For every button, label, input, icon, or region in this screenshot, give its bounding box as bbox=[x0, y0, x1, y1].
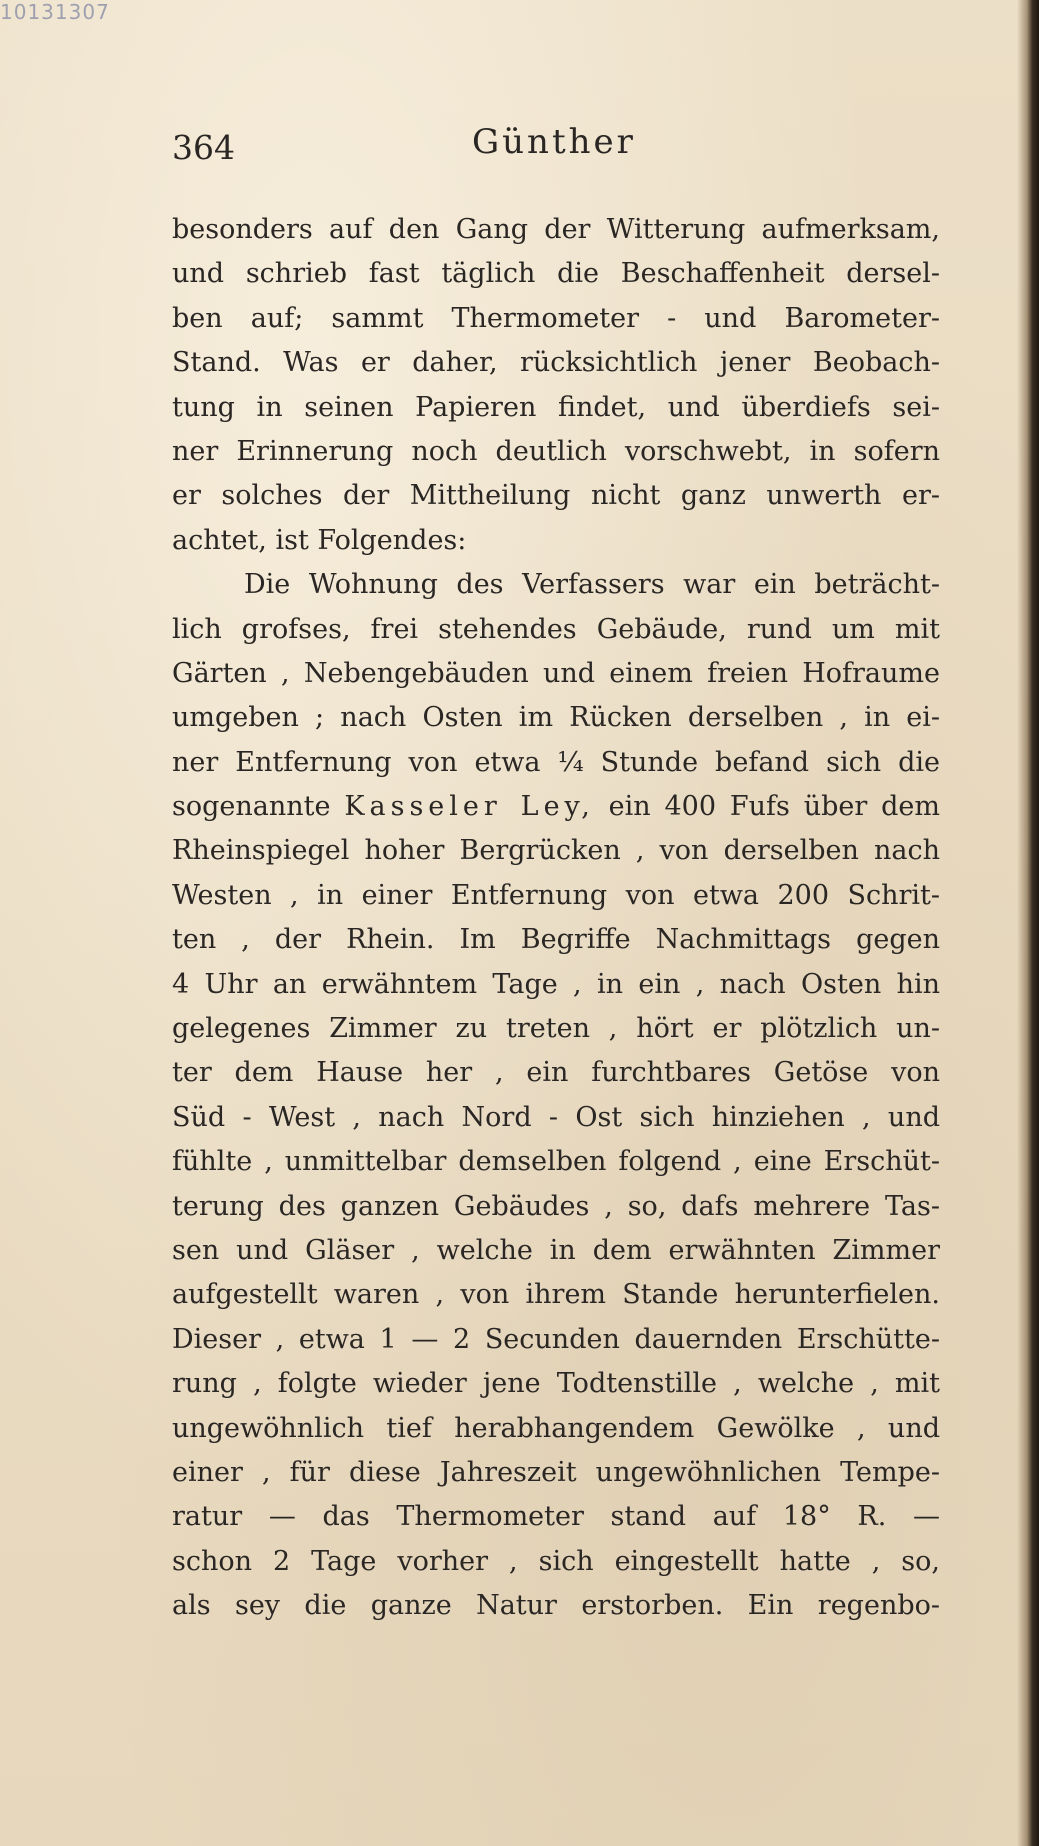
library-stamp: 10131307 bbox=[0, 0, 110, 24]
text-line: rung , folgte wieder jene Todtenstille , welche , mit bbox=[172, 1368, 940, 1400]
text-line: ner Erinnerung noch deutlich vorschwebt, in sofern bbox=[172, 435, 940, 467]
text-line: terung des ganzen Gebäudes , so, dafs mehrere Tas- bbox=[172, 1190, 940, 1222]
text-line: ner Entfernung von etwa ¼ Stunde befand sich die bbox=[172, 746, 940, 778]
text-line: Süd - West , nach Nord - Ost sich hinziehen , und bbox=[172, 1101, 940, 1133]
text-line: als sey die ganze Natur erstorben. Ein regenbo- bbox=[172, 1590, 940, 1622]
text-line: einer , für diese Jahreszeit ungewöhnlichen Tempe- bbox=[172, 1456, 940, 1488]
text-line: umgeben ; nach Osten im Rücken derselben , in ei- bbox=[172, 702, 940, 734]
text-line bbox=[172, 785, 940, 829]
text-line: gelegenes Zimmer zu treten , hört er plötzlich un- bbox=[172, 1013, 940, 1045]
text-line: aufgestellt waren , von ihrem Stande herunterfielen. bbox=[172, 1279, 940, 1311]
text-line: ter dem Hause her , ein furchtbares Getöse von bbox=[172, 1057, 940, 1089]
text-line: fühlte , unmittelbar demselben folgend , eine Erschüt- bbox=[172, 1146, 940, 1178]
text-line: besonders auf den Gang der Witterung aufmerksam, bbox=[172, 214, 940, 245]
paragraph-end-line: achtet, ist Folgendes: bbox=[172, 524, 467, 556]
text-line: er solches der Mittheilung nicht ganz unwerth er- bbox=[172, 480, 940, 512]
text-line: sen und Gläser , welche in dem erwähnten Zimmer bbox=[172, 1234, 940, 1266]
text-line: Gärten , Nebengebäuden und einem freien Hofraume bbox=[172, 657, 940, 689]
page-edge-shadow bbox=[1017, 0, 1039, 1846]
page-header bbox=[172, 122, 932, 172]
text-line: ungewöhnlich tief herabhangendem Gewölke , und bbox=[172, 1412, 940, 1444]
text-line: schon 2 Tage vorher , sich eingestellt hatte , so, bbox=[172, 1545, 940, 1577]
paragraph-start-line: Die Wohnung des Verfassers war ein beträcht- bbox=[244, 569, 940, 601]
text-line: ten , der Rhein. Im Begriffe Nachmittags gegen bbox=[172, 924, 940, 956]
text-line: Rheinspiegel hoher Bergrücken , von derselben nach bbox=[172, 835, 940, 867]
page-number: 364 bbox=[172, 128, 235, 167]
text-line: Dieser , etwa 1 — 2 Secunden dauernden Erschütte- bbox=[172, 1323, 940, 1355]
text-line: ratur — das Thermometer stand auf 18° R. — bbox=[172, 1501, 940, 1533]
body-text bbox=[172, 208, 940, 1629]
text-line: ben auf; sammt Thermometer - und Barometer- bbox=[172, 302, 940, 334]
text-line: Stand. Was er daher, rücksichtlich jener Beobach- bbox=[172, 347, 940, 379]
text-line: 4 Uhr an erwähntem Tage , in ein , nach Osten hin bbox=[172, 968, 940, 1000]
text-line: Westen , in einer Entfernung von etwa 200 Schrit- bbox=[172, 879, 940, 911]
text-line: tung in seinen Papieren findet, und überdiefs sei- bbox=[172, 391, 940, 423]
place-name-spaced: Kasseler Ley, bbox=[344, 791, 595, 823]
text-line: und schrieb fast täglich die Beschaffenheit dersel- bbox=[172, 258, 940, 290]
text-line: lich grofses, frei stehendes Gebäude, rund um mit bbox=[172, 613, 940, 645]
running-head: Günther bbox=[472, 122, 636, 162]
text-segment: sogenannte bbox=[172, 791, 345, 823]
text-segment: ein 400 Fufs über dem bbox=[594, 791, 940, 823]
